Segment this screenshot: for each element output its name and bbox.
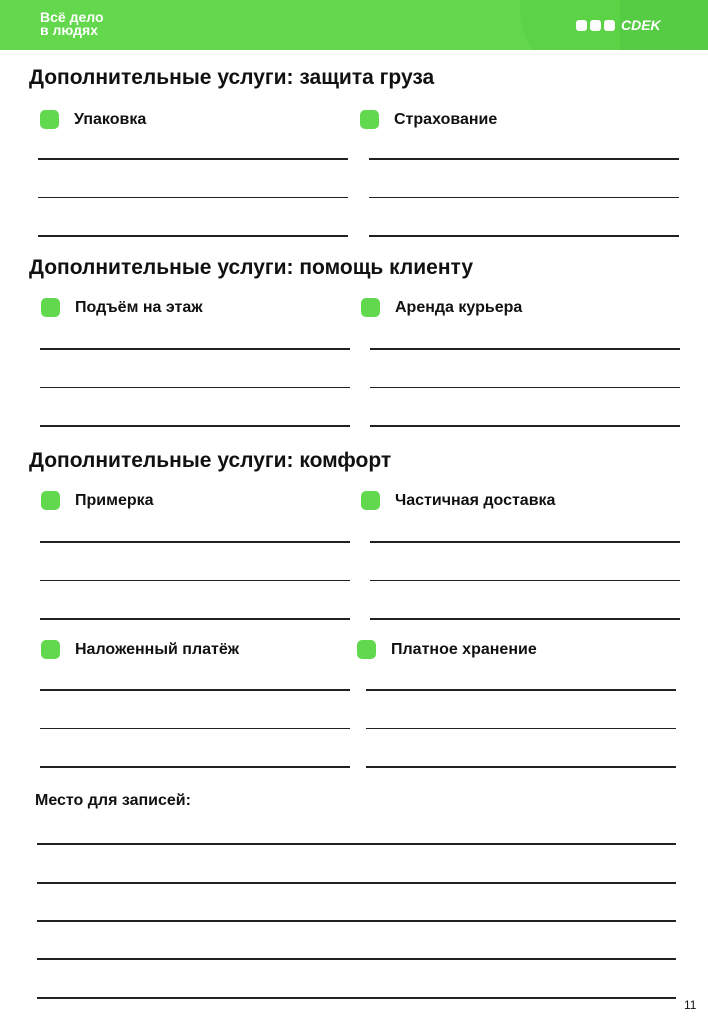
checkbox-icon[interactable] xyxy=(360,110,379,129)
writing-line[interactable] xyxy=(366,689,676,691)
section-title: Дополнительные услуги: защита груза xyxy=(29,66,435,89)
checkbox-icon[interactable] xyxy=(40,110,59,129)
heart-icon xyxy=(576,20,587,31)
page-number: 11 xyxy=(684,998,697,1012)
checkbox-icon[interactable] xyxy=(41,640,60,659)
slogan-line: в людях xyxy=(40,22,99,38)
section-title: Дополнительные услуги: комфорт xyxy=(29,449,392,472)
slogan xyxy=(40,11,104,37)
cdek-logo xyxy=(576,17,661,33)
writing-line[interactable] xyxy=(366,766,676,768)
zero-icon xyxy=(604,20,615,31)
writing-line[interactable] xyxy=(40,766,350,768)
item-label: Аренда курьера xyxy=(395,298,523,316)
item-label: Примерка xyxy=(75,491,154,509)
writing-line[interactable] xyxy=(37,920,676,922)
checkbox-icon[interactable] xyxy=(41,298,60,317)
writing-line[interactable] xyxy=(370,348,680,350)
writing-line[interactable] xyxy=(369,158,679,160)
item-label: Страхование xyxy=(394,110,498,128)
writing-line[interactable] xyxy=(38,235,348,237)
writing-line[interactable] xyxy=(370,580,680,582)
writing-line[interactable] xyxy=(370,387,680,389)
writing-line[interactable] xyxy=(37,958,676,960)
writing-line[interactable] xyxy=(40,580,350,582)
writing-line[interactable] xyxy=(40,387,350,389)
writing-line[interactable] xyxy=(38,158,348,160)
checkbox-item[interactable] xyxy=(361,298,522,317)
notes-label: Место для записей: xyxy=(35,792,191,809)
writing-line[interactable] xyxy=(37,843,676,845)
item-label: Частичная доставка xyxy=(395,491,556,509)
writing-line[interactable] xyxy=(37,997,676,999)
writing-line[interactable] xyxy=(40,689,350,691)
writing-line[interactable] xyxy=(40,728,350,730)
writing-line[interactable] xyxy=(366,728,676,730)
bolt-icon xyxy=(590,20,601,31)
writing-line[interactable] xyxy=(40,618,350,620)
writing-line[interactable] xyxy=(369,235,679,237)
checkbox-item[interactable] xyxy=(357,640,537,659)
brand-name: CDEK xyxy=(621,17,661,33)
checkbox-item[interactable] xyxy=(361,491,555,510)
checkbox-icon[interactable] xyxy=(41,491,60,510)
writing-line[interactable] xyxy=(38,197,348,199)
writing-line[interactable] xyxy=(370,618,680,620)
checkbox-item[interactable] xyxy=(40,110,146,129)
checkbox-icon[interactable] xyxy=(361,491,380,510)
writing-line[interactable] xyxy=(40,541,350,543)
item-label: Упаковка xyxy=(74,110,147,128)
checkbox-icon[interactable] xyxy=(357,640,376,659)
writing-line[interactable] xyxy=(369,197,679,199)
writing-line[interactable] xyxy=(40,425,350,427)
slogan-line: Всё дело xyxy=(40,9,104,25)
writing-line[interactable] xyxy=(370,425,680,427)
checkbox-icon[interactable] xyxy=(361,298,380,317)
writing-line[interactable] xyxy=(40,348,350,350)
checkbox-item[interactable] xyxy=(41,491,154,510)
checkbox-item[interactable] xyxy=(41,640,239,659)
item-label: Подъём на этаж xyxy=(75,298,203,316)
writing-line[interactable] xyxy=(370,541,680,543)
item-label: Наложенный платёж xyxy=(75,640,240,658)
header-banner xyxy=(0,0,708,50)
checkbox-item[interactable] xyxy=(360,110,497,129)
section-title: Дополнительные услуги: помощь клиенту xyxy=(29,256,474,279)
checkbox-item[interactable] xyxy=(41,298,203,317)
writing-line[interactable] xyxy=(37,882,676,884)
item-label: Платное хранение xyxy=(391,640,537,658)
